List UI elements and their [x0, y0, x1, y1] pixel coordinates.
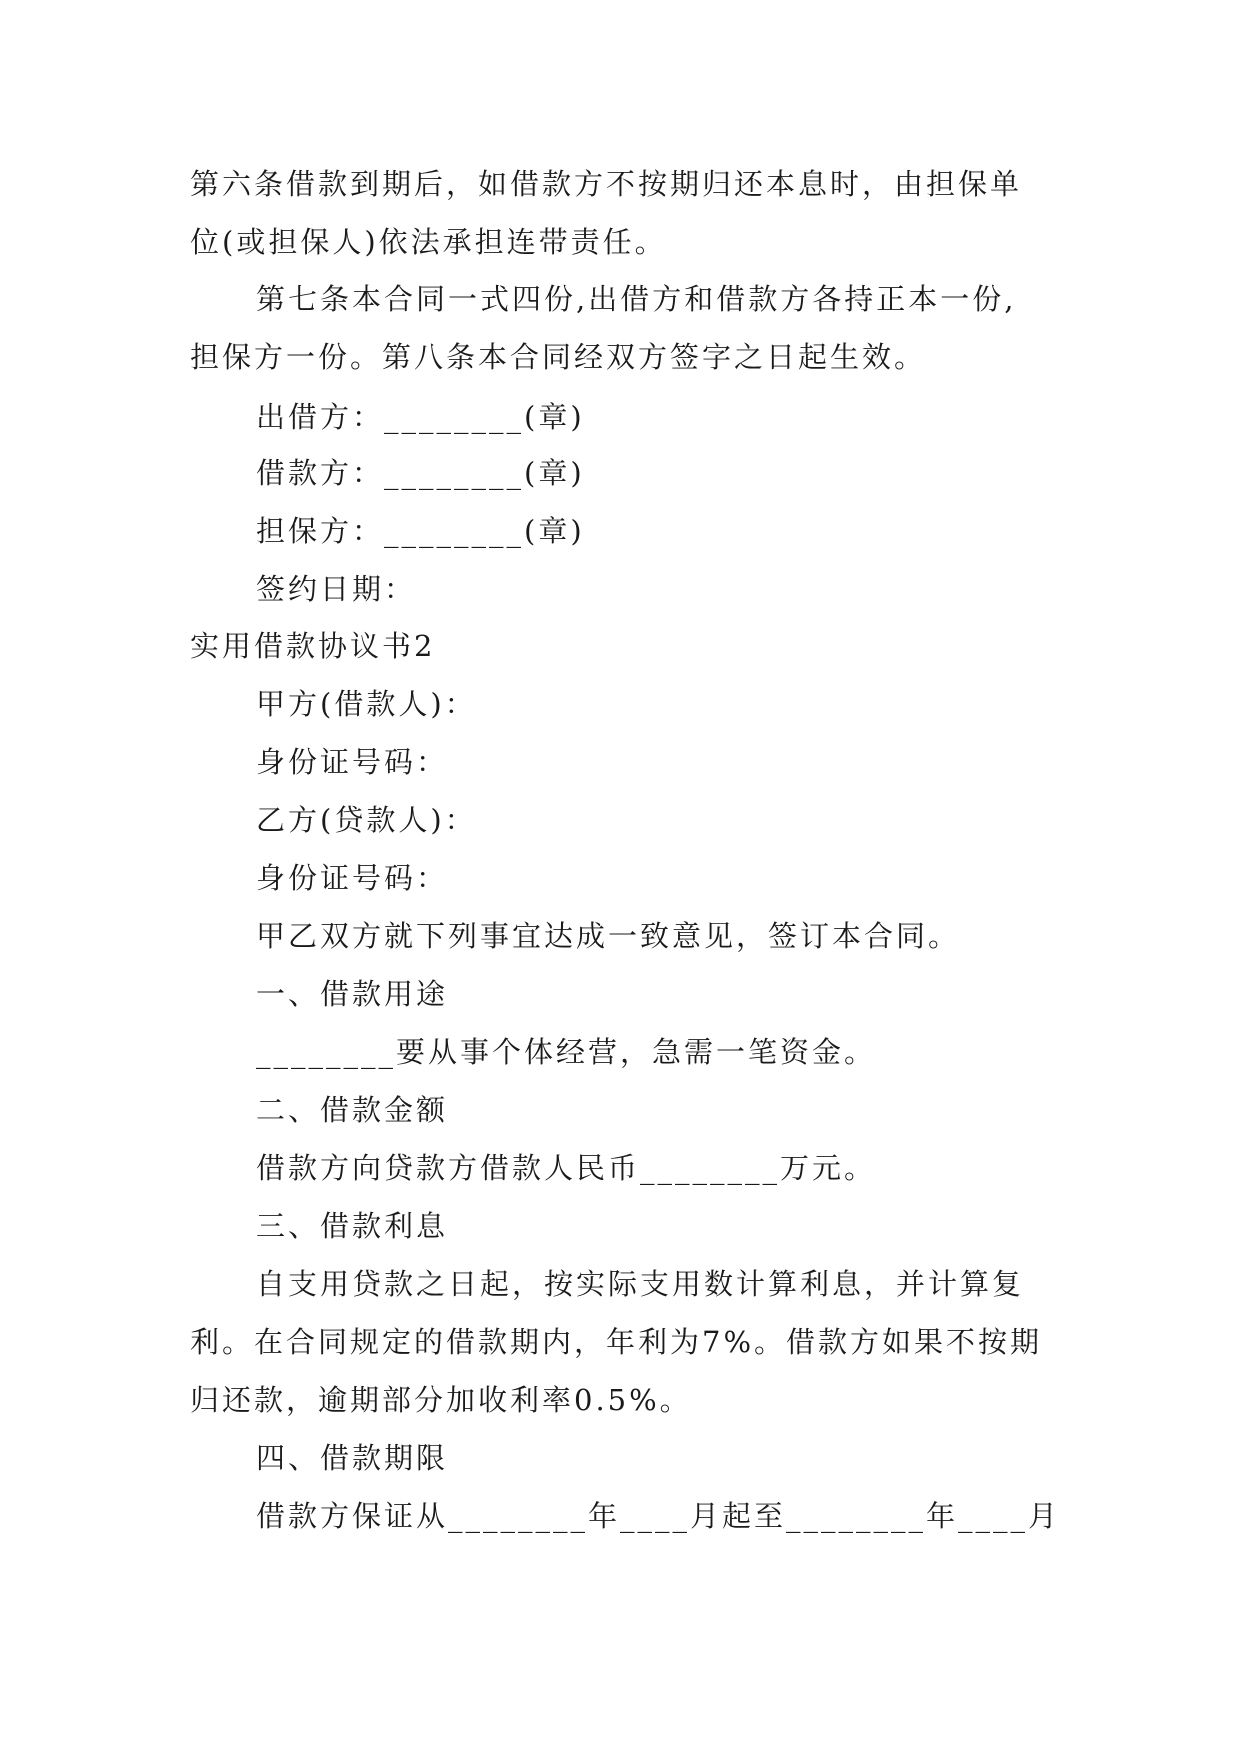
agreement-intro-line: 甲乙双方就下列事宜达成一致意见，签订本合同。: [256, 919, 961, 953]
loan-amount-line: 借款方向贷款方借款人民币________万元。: [256, 1151, 877, 1185]
loan-purpose-line: ________要从事个体经营，急需一笔资金。: [256, 1035, 877, 1069]
guarantor-signature-line: 担保方：________(章): [256, 514, 585, 548]
heading-loan-amount: 二、借款金额: [256, 1093, 449, 1127]
heading-loan-interest: 三、借款利息: [256, 1209, 449, 1243]
clause-7-line-2: 担保方一份。第八条本合同经双方签字之日起生效。: [190, 340, 927, 374]
interest-line-3: 归还款，逾期部分加收利率0.5%。: [190, 1383, 692, 1417]
heading-loan-purpose: 一、借款用途: [256, 977, 449, 1011]
section-title: 实用借款协议书2: [190, 629, 436, 663]
signing-date-line: 签约日期：: [256, 572, 417, 606]
loan-term-line: 借款方保证从________年____月起至________年____月: [256, 1499, 1061, 1533]
borrower-signature-line: 借款方：________(章): [256, 456, 585, 490]
clause-6-line-1: 第六条借款到期后，如借款方不按期归还本息时，由担保单: [190, 167, 1023, 201]
clause-7-line-1: 第七条本合同一式四份,出借方和借款方各持正本一份,: [256, 282, 1017, 316]
interest-line-2: 利。在合同规定的借款期内，年利为7%。借款方如果不按期: [190, 1325, 1043, 1359]
lender-signature-line: 出借方：________(章): [256, 400, 585, 434]
party-a-line: 甲方(借款人)：: [256, 687, 477, 721]
party-a-id-line: 身份证号码：: [256, 745, 449, 779]
clause-6-line-2: 位(或担保人)依法承担连带责任。: [190, 225, 667, 259]
interest-line-1: 自支用贷款之日起，按实际支用数计算利息，并计算复: [256, 1267, 1025, 1301]
party-b-line: 乙方(贷款人)：: [256, 803, 477, 837]
heading-loan-term: 四、借款期限: [256, 1441, 449, 1475]
party-b-id-line: 身份证号码：: [256, 861, 449, 895]
